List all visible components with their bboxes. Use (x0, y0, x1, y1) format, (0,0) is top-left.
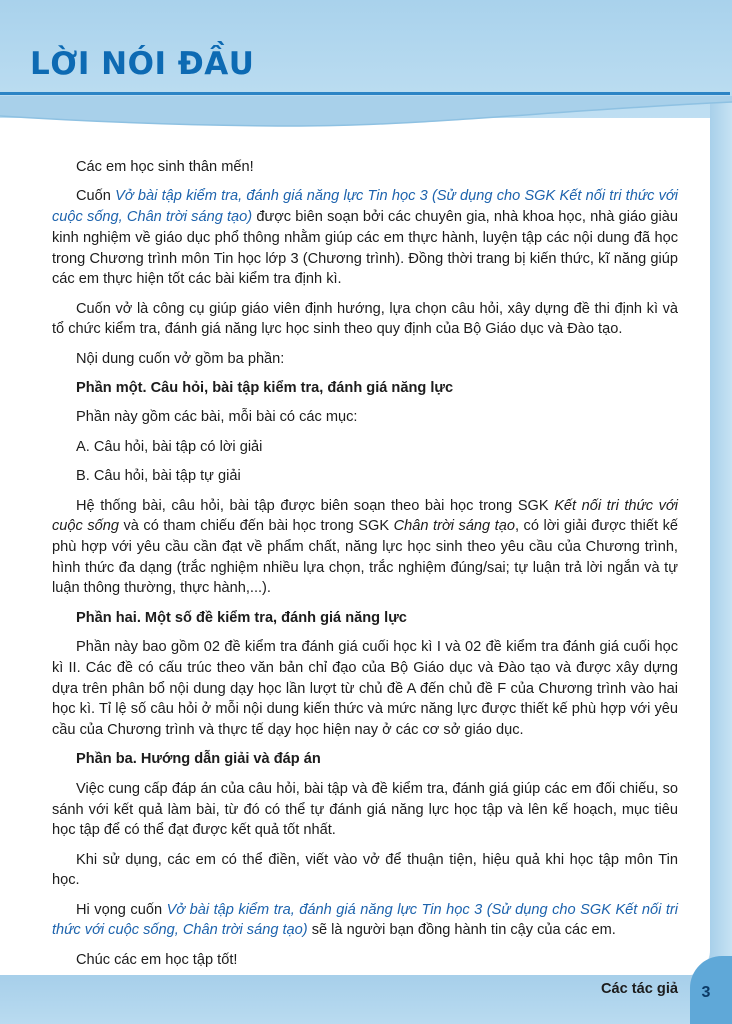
usage-paragraph: Khi sử dụng, các em có thể điền, viết vào vở để thuận tiện, hiệu quả khi học tập môn Tin học. (52, 851, 678, 889)
hope-rest: sẽ là người bạn đồng hành tin cậy của các em. (307, 922, 616, 939)
book-title-highlight-2: Vở bài tập kiểm tra, đánh giá năng lực Tin học 3 (Sử dụng cho SGK Kết nối tri thức với cuộc sống, Chân trời sáng tạo) (52, 901, 678, 939)
part1-book-name-1: Kết nối tri thức với cuộc sống (52, 497, 679, 535)
hope-lead: Hi vọng cuốn (76, 901, 167, 918)
intro-paragraph (52, 186, 678, 290)
part1-heading: Phần một. Câu hỏi, bài tập kiểm tra, đánh giá năng lực (76, 380, 454, 397)
part2-description: Phần này bao gồm 02 đề kiểm tra đánh giá cuối học kì I và 02 đề kiểm tra đánh giá cuối học kì II. Các đề có cấu trúc theo văn bản chỉ đạo của Bộ Giáo dục và Đào tạo và được xây dựng dựa trên phân bổ nội dung dạy học lần lượt từ chủ đề A đến chủ đề F của Chương trình vào hai học kì. Tỉ lệ số câu hỏi ở mỗi nội dung kiến thức và mức năng lực được thiết kế phù hợp với yêu cầu của Chương trình và thực tế dạy học hiện nay ở các cơ sở giáo dục. (52, 639, 678, 739)
page-title: LỜI NÓI ĐẦU (30, 46, 255, 82)
header-swoosh (0, 96, 732, 166)
book-title-highlight: Vở bài tập kiểm tra, đánh giá năng lực Tin học 3 (Sử dụng cho SGK Kết nối tri thức với cuộc sống, Chân trời sáng tạo) (52, 188, 678, 226)
part1-book-name-2: Chân trời sáng tạo (393, 518, 515, 535)
intro-lead: Cuốn (76, 188, 116, 205)
contents-intro: Nội dung cuốn vở gồm ba phần: (76, 350, 285, 367)
part1-items-intro: Phần này gồm các bài, mỗi bài có các mục: (76, 409, 358, 426)
part1-description (52, 496, 678, 600)
part1-desc-text-2: và có tham chiếu đến bài học trong SGK (118, 518, 394, 535)
title-underline (0, 92, 730, 95)
hope-paragraph (52, 900, 678, 941)
signature: Các tác giả (600, 981, 678, 998)
right-margin-strip (710, 96, 732, 996)
part1-desc-text-1: Hệ thống bài, câu hỏi, bài tập được biên soạn theo bài học trong SGK (76, 497, 555, 514)
part1-item-a: A. Câu hỏi, bài tập có lời giải (76, 438, 263, 455)
closing-wish: Chúc các em học tập tốt! (76, 951, 238, 968)
intro-rest: được biên soạn bởi các chuyên gia, nhà khoa học, nhà giáo giàu kinh nghiệm về giáo dục phổ thông nhằm giúp các em thực hành, luyện tập các nội dung đã học trong Chương trình môn Tin học lớp 3 (Chương trình). Đồng thời trang bị kiến thức, kĩ năng giúp các em thực hiện tốt các bài kiểm tra định kì. (52, 209, 678, 288)
preface-body (52, 157, 678, 1009)
part3-description: Việc cung cấp đáp án của câu hỏi, bài tập và đề kiểm tra, đánh giá giúp các em đối chiếu, so sánh với kết quả làm bài, từ đó có thể tự đánh giá năng lực học tập và lên kế hoạch, mục tiêu học tập để có thể đạt được kết quả tốt nhất. (52, 780, 678, 839)
part1-item-b: B. Câu hỏi, bài tập tự giải (76, 468, 241, 485)
part3-heading: Phần ba. Hướng dẫn giải và đáp án (76, 751, 321, 768)
page-number: 3 (701, 984, 711, 1001)
part1-desc-text-3: , có lời giải được thiết kế phù hợp với yêu cầu cần đạt về phẩm chất, năng lực học sinh theo yêu cầu của Chương trình, hình thức đa dạng (trắc nghiệm nhiều lựa chọn, trắc nghiệm đúng/sai; tự luận trả lời ngắn và tự luận thông thường, thực hành,...). (52, 518, 678, 597)
purpose-paragraph: Cuốn vở là công cụ giúp giáo viên định hướng, lựa chọn câu hỏi, xây dựng đề thi định kì và tổ chức kiểm tra, đánh giá năng lực học sinh theo quy định của Bộ Giáo dục và Đào tạo. (52, 300, 678, 338)
part2-heading: Phần hai. Một số đề kiểm tra, đánh giá năng lực (76, 609, 407, 626)
greeting: Các em học sinh thân mến! (76, 159, 254, 175)
